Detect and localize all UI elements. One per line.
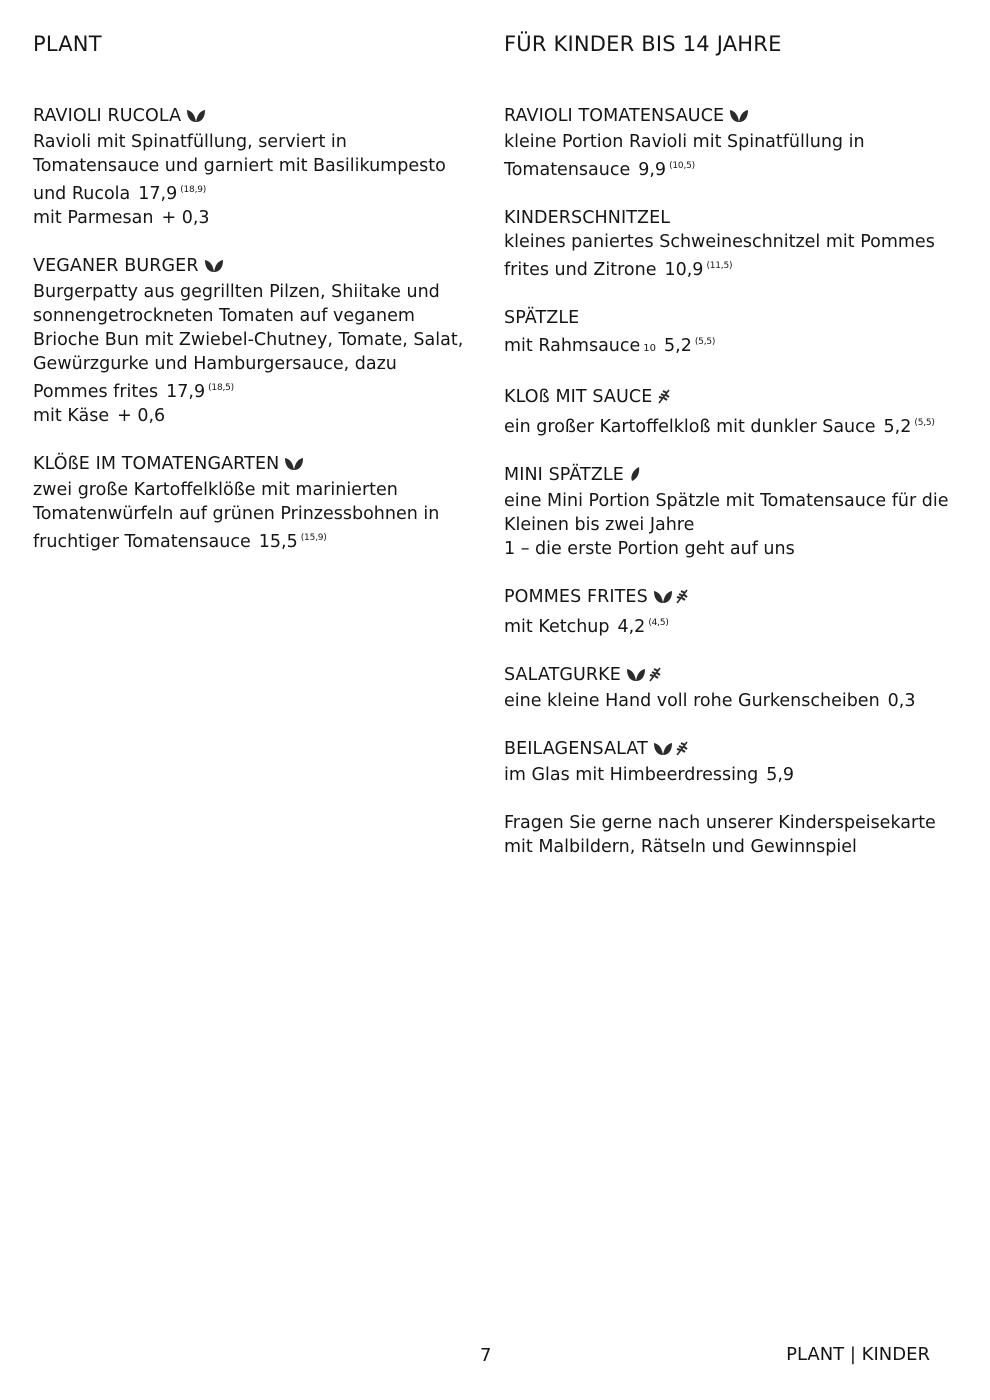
description-text: ein großer Kartoffelkloß mit dunkler Sauce bbox=[504, 417, 876, 437]
price-note: (5,5) bbox=[914, 418, 935, 428]
menu-item-title: RAVIOLI RUCOLA bbox=[33, 106, 182, 126]
extra-price: + 0,3 bbox=[161, 208, 210, 228]
description-text: im Glas mit Himbeerdressing bbox=[504, 765, 759, 785]
menu-item bbox=[504, 463, 954, 561]
price-note: (5,5) bbox=[694, 337, 716, 347]
menu-item-price: 10,9 bbox=[664, 260, 704, 280]
menu-item-icons bbox=[657, 387, 673, 411]
page-number: 7 bbox=[480, 1345, 492, 1366]
description-text: eine Mini Portion Spätzle mit Tomatensauce für die Kleinen bis zwei Jahre bbox=[504, 491, 949, 535]
extra-price: + 0,6 bbox=[117, 406, 166, 426]
price-note: (18,5) bbox=[208, 383, 234, 393]
menu-item-description bbox=[504, 411, 954, 439]
menu-item-title: KLOß MIT SAUCE bbox=[504, 387, 653, 407]
section-title-kinder: FÜR KINDER BIS 14 JAHRE bbox=[504, 32, 782, 56]
description-text: kleines paniertes Schweineschnitzel mit Pommes frites und Zitrone bbox=[504, 232, 935, 280]
leaf-icon bbox=[629, 467, 643, 487]
menu-item-icons bbox=[629, 465, 643, 489]
menu-item bbox=[504, 737, 954, 787]
leaves-icon bbox=[626, 667, 648, 687]
description-text: Burgerpatty aus gegrillten Pilzen, Shiitake und sonnengetrockneten Tomaten auf veganem Brioche Bun mit Zwiebel-Chutney, Tomate, Salat, Gewürzgurke und Hamburgersauce, dazu Pommes frites bbox=[33, 282, 464, 402]
wheat-icon bbox=[675, 589, 691, 609]
menu-item bbox=[504, 306, 954, 361]
menu-item-icons bbox=[186, 106, 208, 130]
menu-item-name bbox=[504, 585, 954, 611]
menu-item-price: 15,5 bbox=[258, 532, 298, 552]
menu-item-price: 9,9 bbox=[638, 160, 667, 180]
menu-item-description bbox=[504, 611, 954, 639]
extra-text: mit Parmesan bbox=[33, 208, 154, 228]
menu-item bbox=[33, 104, 473, 230]
footer-section-label: PLANT | KINDER bbox=[786, 1344, 930, 1365]
leaves-icon bbox=[653, 741, 675, 761]
menu-item-title: RAVIOLI TOMATENSAUCE bbox=[504, 106, 725, 126]
menu-item-name bbox=[504, 737, 954, 763]
menu-item-description bbox=[504, 689, 954, 713]
menu-item bbox=[504, 663, 954, 713]
menu-item-name bbox=[504, 206, 954, 230]
menu-item-title: SALATGURKE bbox=[504, 665, 621, 685]
extra-text: 1 – die erste Portion geht auf uns bbox=[504, 539, 795, 559]
menu-item-extra bbox=[33, 206, 473, 230]
menu-item-title: VEGANER BURGER bbox=[33, 256, 199, 276]
description-text: mit Ketchup bbox=[504, 617, 610, 637]
menu-item bbox=[504, 206, 954, 282]
description-text: zwei große Kartoffelklöße mit marinierten Tomatenwürfeln auf grünen Prinzessbohnen in fruchtiger Tomatensauce bbox=[33, 480, 440, 552]
menu-item-name bbox=[504, 385, 954, 411]
leaves-icon bbox=[204, 258, 226, 278]
menu-item bbox=[33, 452, 473, 554]
leaves-icon bbox=[186, 108, 208, 128]
menu-item-description bbox=[504, 130, 954, 182]
wheat-icon bbox=[675, 741, 691, 761]
wheat-icon bbox=[657, 389, 673, 409]
price-note: (11,5) bbox=[706, 261, 733, 271]
menu-item-description bbox=[504, 230, 954, 282]
menu-item-extra bbox=[33, 404, 473, 428]
menu-item-name bbox=[504, 663, 954, 689]
price-note: (18,9) bbox=[180, 185, 207, 195]
menu-item bbox=[504, 104, 954, 182]
menu-item-title: POMMES FRITES bbox=[504, 587, 648, 607]
kids-menu-note: Fragen Sie gerne nach unserer Kinderspeisekarte mit Malbildern, Rätseln und Gewinnspiel bbox=[504, 813, 936, 857]
menu-item-title: KINDERSCHNITZEL bbox=[504, 208, 671, 228]
menu-item-price: 17,9 bbox=[166, 382, 206, 402]
menu-item-icons bbox=[626, 665, 664, 689]
menu-item bbox=[504, 585, 954, 639]
right-menu-list bbox=[504, 104, 954, 859]
menu-item bbox=[33, 254, 473, 428]
menu-item-name bbox=[504, 104, 954, 130]
price-note: (10,5) bbox=[669, 161, 695, 171]
section-title-plant: PLANT bbox=[33, 32, 102, 56]
menu-item-name bbox=[33, 254, 473, 280]
menu-item-icons bbox=[729, 106, 751, 130]
menu-item-icons bbox=[653, 587, 691, 611]
menu-item-name bbox=[33, 104, 473, 130]
menu-item-icons bbox=[204, 256, 226, 280]
menu-item bbox=[504, 385, 954, 439]
price-note: (15,9) bbox=[300, 533, 327, 543]
menu-item-extra bbox=[504, 537, 954, 561]
menu-item-title: BEILAGENSALAT bbox=[504, 739, 648, 759]
menu-item-name bbox=[504, 306, 954, 330]
menu-item-description bbox=[504, 763, 954, 787]
menu-item-name bbox=[33, 452, 473, 478]
menu-item-description bbox=[33, 130, 473, 206]
menu-item-title: KLÖßE IM TOMATENGARTEN bbox=[33, 454, 280, 474]
allergen-code: 10 bbox=[643, 343, 657, 354]
menu-item-title: SPÄTZLE bbox=[504, 308, 580, 328]
wheat-icon bbox=[648, 667, 664, 687]
menu-item-icons bbox=[653, 739, 691, 763]
menu-item-name bbox=[504, 463, 954, 489]
leaves-icon bbox=[284, 456, 306, 476]
menu-item-description bbox=[504, 330, 954, 361]
left-menu-list bbox=[33, 104, 473, 578]
description-text: mit Rahmsauce bbox=[504, 336, 641, 356]
extra-text: mit Käse bbox=[33, 406, 110, 426]
menu-item-title: MINI SPÄTZLE bbox=[504, 465, 624, 485]
description-text: kleine Portion Ravioli mit Spinatfüllung in Tomatensauce bbox=[504, 132, 865, 180]
description-text: Ravioli mit Spinatfüllung, serviert in Tomatensauce und garniert mit Basilikumpesto und Rucola bbox=[33, 132, 446, 204]
menu-item-price: 5,2 bbox=[664, 336, 692, 356]
menu-item-description bbox=[33, 478, 473, 554]
menu-item-price: 17,9 bbox=[138, 184, 178, 204]
menu-item-price: 5,9 bbox=[766, 765, 795, 785]
menu-item-price: 5,2 bbox=[883, 417, 912, 437]
menu-item-price: 4,2 bbox=[617, 617, 646, 637]
menu-item-icons bbox=[284, 454, 306, 478]
price-note: (4,5) bbox=[648, 618, 669, 628]
menu-item-price: 0,3 bbox=[887, 691, 916, 711]
leaves-icon bbox=[729, 108, 751, 128]
menu-item-description bbox=[33, 280, 473, 404]
description-text: eine kleine Hand voll rohe Gurkenscheiben bbox=[504, 691, 880, 711]
leaves-icon bbox=[653, 589, 675, 609]
menu-item-description bbox=[504, 489, 954, 537]
